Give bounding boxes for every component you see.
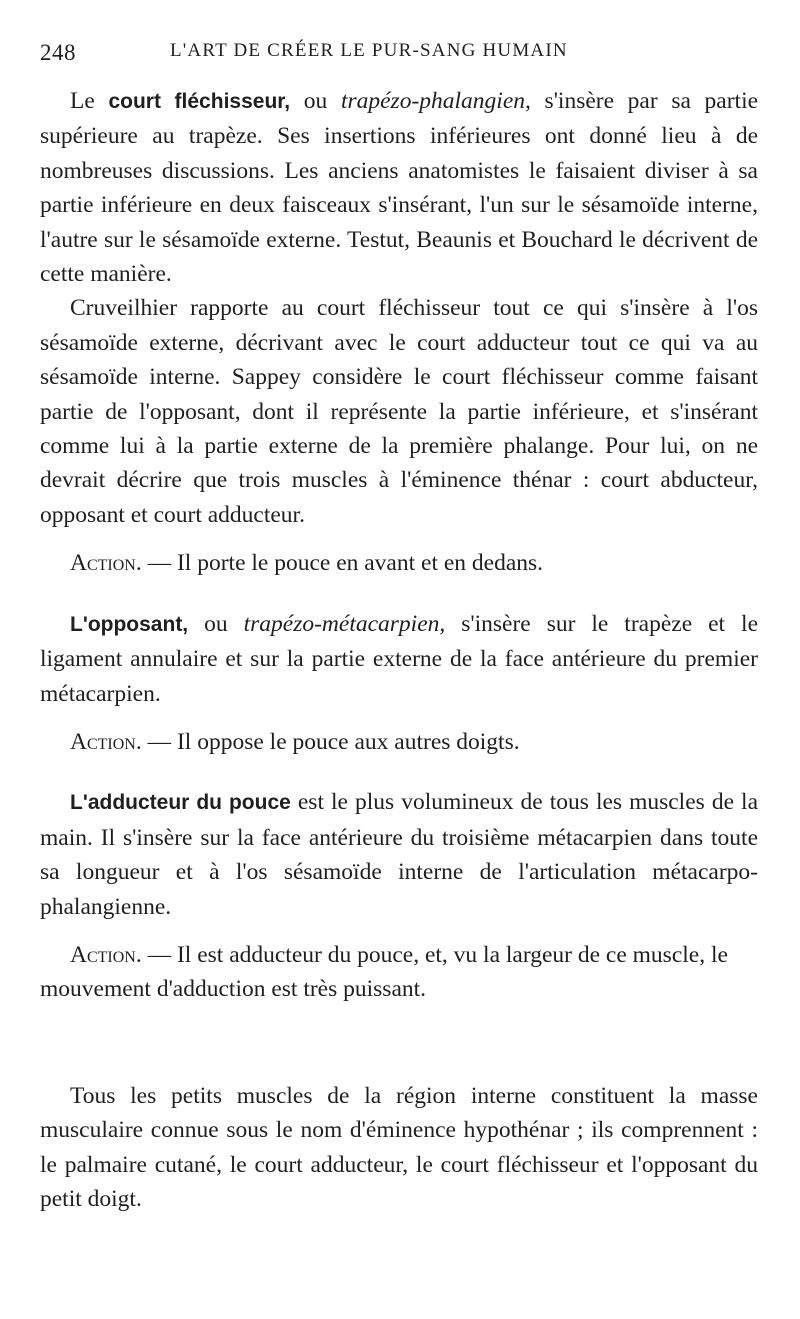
- latin-name: trapézo-métacarpien,: [243, 610, 446, 637]
- action-label: Action.: [70, 941, 142, 968]
- action-text: — Il oppose le pouce aux autres doigts.: [147, 728, 520, 755]
- paragraph-adducteur: [40, 785, 758, 924]
- connector-word: ou: [303, 88, 328, 114]
- action-note-adducteur: [40, 938, 758, 1007]
- connector-word: ou: [204, 610, 228, 637]
- paragraph-text: Tous les petits muscles de la région interne constituent la masse musculaire connue sous le nom d'éminence hypothénar ; ils comprennent : le palmaire cutané, le court adducteur, le court fléchisseur et l'opposant du petit doigt.: [40, 1082, 758, 1212]
- paragraph-text: Cruveilhier rapporte au court fléchisseur tout ce qui s'insère à l'os sésamoïde externe, décrivant avec le court adducteur tout ce qui va au sésamoïde interne. Sappey considère le court fléchisseur comme faisant partie de l'opposant, dont il représente la partie inférieure, et s'insérant comme lui à la partie externe de la première phalange. Pour lui, on ne devrait décrire que trois muscles à l'éminence thénar : court abducteur, opposant et court adducteur.: [40, 295, 758, 528]
- paragraph-text: est le plus volumineux de tous les muscles de la main. Il s'insère sur la face antérieure du troisième métacarpien dans toute sa longueur et à l'os sésamoïde interne de l'articulation métacarpo-phalangienne.: [40, 789, 758, 920]
- paragraph-court-flechisseur: [40, 84, 758, 291]
- paragraph-article: Le: [70, 88, 95, 114]
- paragraph-text: s'insère par sa partie supérieure au trapèze. Ses insertions inférieures ont donné lieu à de nombreuses discussions. Les anciens anatomistes le faisaient diviser à sa partie inférieure en deux faisceaux s'insérant, l'un sur le sésamoïde interne, l'autre sur le sésamoïde externe. Testut, Beaunis et Bouchard le décrivent de cette manière.: [40, 88, 759, 288]
- paragraph-opposant: [40, 607, 758, 711]
- running-head: [40, 36, 760, 66]
- body-text: [40, 84, 758, 1216]
- action-label: Action.: [70, 728, 142, 755]
- action-note-opposant: [40, 725, 758, 759]
- muscle-term: court fléchisseur,: [108, 90, 291, 113]
- muscle-term: L'opposant,: [70, 612, 189, 636]
- page-number: 248: [40, 40, 76, 65]
- muscle-term: L'adducteur du pouce: [70, 791, 291, 815]
- paragraph-text: s'insère sur le trapèze et le ligament annulaire et sur la partie externe de la face antérieure du premier métacarpien.: [40, 610, 758, 707]
- action-text: — Il porte le pouce en avant et en dedans.: [147, 550, 544, 577]
- paragraph-cruveilhier: [40, 291, 758, 532]
- paragraph-hypothenar: [40, 1079, 758, 1217]
- action-note-court-flechisseur: [40, 546, 758, 580]
- book-title: L'ART DE CRÉER LE PUR-SANG HUMAIN: [170, 40, 568, 61]
- action-text: — Il est adducteur du pouce, et, vu la largeur de ce muscle, le mouvement d'adduction est très puissant.: [40, 941, 728, 1003]
- action-label: Action.: [70, 550, 142, 577]
- latin-name: trapézo-phalangien,: [340, 88, 531, 114]
